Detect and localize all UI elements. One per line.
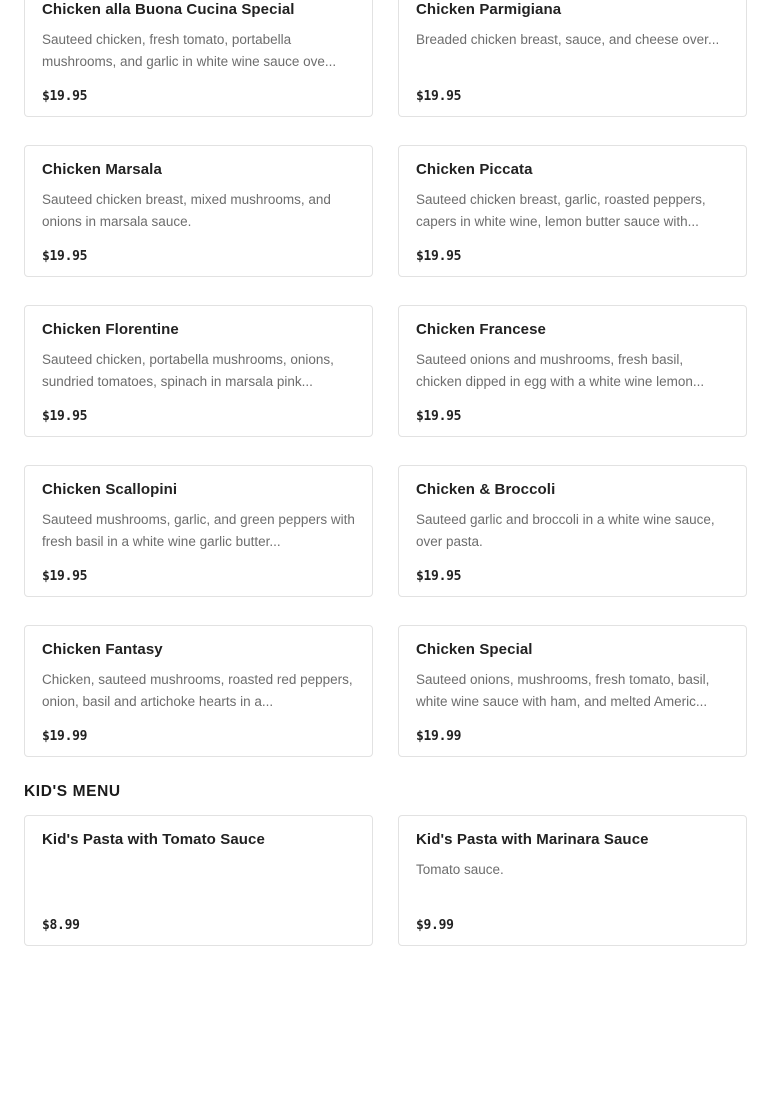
menu-item-card[interactable] <box>398 0 747 117</box>
menu-item-price: $19.95 <box>416 249 462 264</box>
menu-item-card[interactable] <box>24 0 373 117</box>
menu-item-card[interactable] <box>24 815 373 946</box>
menu-item-description: Sauteed onions and mushrooms, fresh basil, chicken dipped in egg with a white wine lemon... <box>416 352 705 389</box>
menu-item-card[interactable] <box>398 625 747 757</box>
menu-item-description: Sauteed chicken, fresh tomato, portabella mushrooms, and garlic in white wine sauce ove... <box>42 32 337 69</box>
menu-items-grid-kids <box>24 815 746 946</box>
menu-item-name: Kid's Pasta with Marinara Sauce <box>416 831 649 848</box>
menu-item-card[interactable] <box>398 145 747 277</box>
menu-item-price: $19.99 <box>42 729 88 744</box>
menu-item-name: Chicken Special <box>416 641 533 658</box>
menu-item-description: Sauteed chicken, portabella mushrooms, onions, sundried tomatoes, spinach in marsala pink... <box>42 352 334 389</box>
menu-item-description: Sauteed onions, mushrooms, fresh tomato, basil, white wine sauce with ham, and melted Americ... <box>416 672 710 709</box>
menu-item-card[interactable] <box>398 465 747 597</box>
menu-item-price: $19.95 <box>42 249 88 264</box>
menu-item-price: $19.99 <box>416 729 462 744</box>
menu-item-name: Chicken alla Buona Cucina Special <box>42 1 295 18</box>
menu-item-name: Chicken Francese <box>416 321 546 338</box>
menu-item-price: $19.95 <box>416 89 462 104</box>
menu-item-description: Breaded chicken breast, sauce, and cheese over... <box>416 32 720 47</box>
menu-item-name: Chicken Fantasy <box>42 641 163 658</box>
menu-item-description <box>42 859 355 881</box>
menu-item-name: Kid's Pasta with Tomato Sauce <box>42 831 265 848</box>
menu-item-price: $19.95 <box>416 409 462 424</box>
menu-item-price: $9.99 <box>416 918 454 933</box>
menu-item-description: Chicken, sauteed mushrooms, roasted red peppers, onion, basil and artichoke hearts in a... <box>42 672 353 709</box>
menu-item-price: $19.95 <box>42 409 88 424</box>
menu-item-name: Chicken Marsala <box>42 161 162 178</box>
menu-item-name: Chicken Florentine <box>42 321 179 338</box>
menu-item-description: Sauteed mushrooms, garlic, and green peppers with fresh basil in a white wine garlic butter... <box>42 512 355 549</box>
section-heading-kids-menu: KID'S MENU <box>24 783 121 800</box>
menu-items-grid-chicken <box>24 0 746 757</box>
menu-item-name: Chicken Parmigiana <box>416 1 562 18</box>
menu-item-price: $19.95 <box>42 569 88 584</box>
menu-item-description: Sauteed chicken breast, garlic, roasted peppers, capers in white wine, lemon butter sauce with... <box>416 192 706 229</box>
menu-item-description: Sauteed garlic and broccoli in a white wine sauce, over pasta. <box>416 512 715 549</box>
menu-item-price: $8.99 <box>42 918 80 933</box>
menu-item-card[interactable] <box>24 625 373 757</box>
menu-item-card[interactable] <box>398 305 747 437</box>
menu-item-price: $19.95 <box>416 569 462 584</box>
menu-item-name: Chicken & Broccoli <box>416 481 556 498</box>
bottom-spacer <box>24 946 746 960</box>
menu-item-card[interactable] <box>24 145 373 277</box>
menu-item-description: Tomato sauce. <box>416 862 504 877</box>
menu-item-description: Sauteed chicken breast, mixed mushrooms, and onions in marsala sauce. <box>42 192 331 229</box>
menu-item-card[interactable] <box>398 815 747 946</box>
menu-item-name: Chicken Piccata <box>416 161 533 178</box>
menu-item-card[interactable] <box>24 465 373 597</box>
menu-item-name: Chicken Scallopini <box>42 481 178 498</box>
menu-item-price: $19.95 <box>42 89 88 104</box>
menu-item-card[interactable] <box>24 305 373 437</box>
